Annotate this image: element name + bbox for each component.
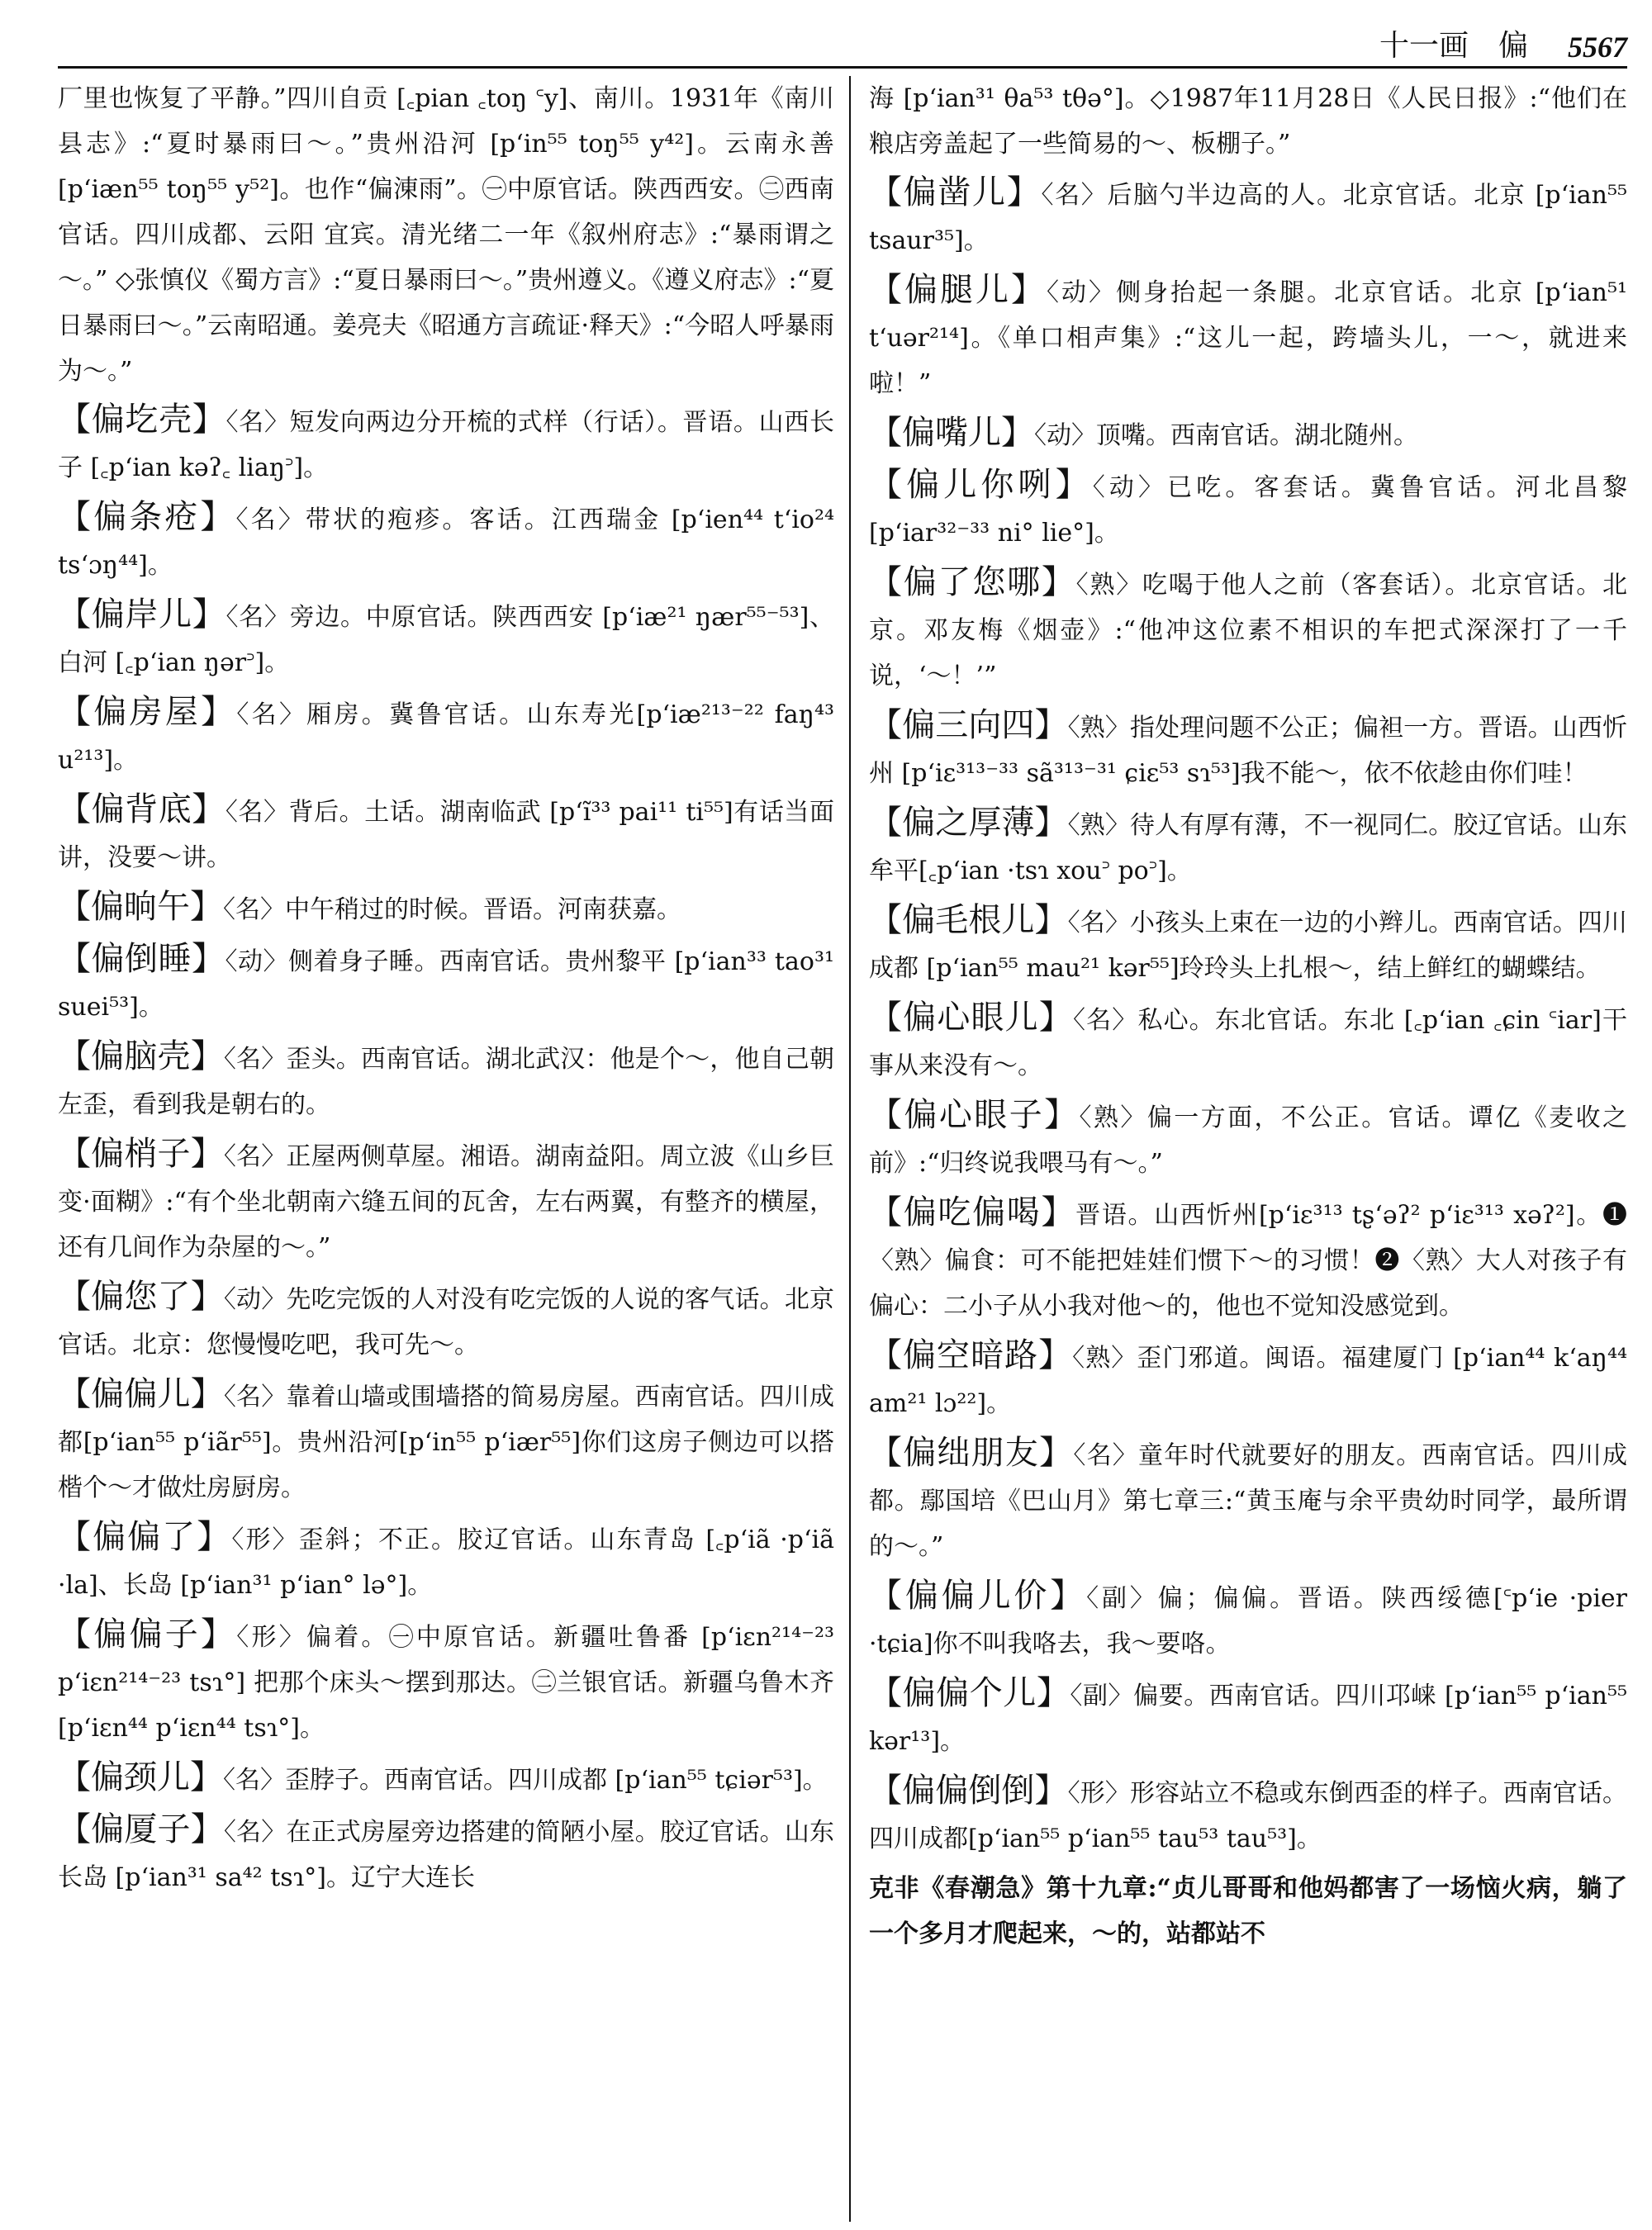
entry-headword: 【偏腿儿】 [869, 271, 1047, 309]
entry-headword: 【偏偏了】 [58, 1518, 232, 1556]
dictionary-entry [58, 787, 834, 880]
entry-definition: 〈动〉顶嘴。西南官话。湖北随州。 [1034, 421, 1418, 450]
entry-definition: 〈名〉歪头。西南官话。湖北武汉：他是个～，他自己朝左歪，看到我是朝右的。 [58, 1045, 834, 1119]
dictionary-entry [58, 1274, 834, 1368]
dictionary-entry [869, 1333, 1627, 1426]
entry-headword: 【偏偏倒倒】 [869, 1772, 1068, 1810]
entry-headword: 【偏三向四】 [869, 706, 1068, 744]
entry-definition: 〈副〉偏；偏偏。晋语。陕西绥德[꜂pʻie ·pier ·tɕia]你不叫我咯去，我～要咯。 [869, 1584, 1627, 1658]
entry-headword: 【偏岸儿】 [58, 595, 226, 633]
dictionary-entry [869, 268, 1627, 406]
entry-headword: 【偏绌朋友】 [869, 1434, 1074, 1472]
dictionary-entry [58, 1132, 834, 1270]
running-head: 十一画 偏 [1379, 29, 1528, 63]
entry-headword: 【偏吃偏喝】 [869, 1193, 1076, 1231]
entry-list [58, 397, 834, 1900]
entry-definition: 〈名〉背后。土话。湖南临武 [pʻĩ³³ pai¹¹ ti⁵⁵]有话当面讲，没要～讲。 [58, 798, 834, 872]
dictionary-entry [58, 592, 834, 686]
dictionary-entry [869, 1093, 1627, 1186]
dictionary-entry [58, 690, 834, 783]
entry-headword: 【偏偏子】 [58, 1616, 237, 1654]
dictionary-entry [869, 1573, 1627, 1667]
dictionary-entry [58, 1807, 834, 1900]
entry-list [869, 170, 1627, 1957]
column-divider [849, 76, 851, 2222]
dictionary-entry [869, 995, 1627, 1089]
dictionary-entry [58, 1515, 834, 1608]
entry-definition: 〈名〉后脑勺半边高的人。北京官话。北京 [pʻian⁵⁵ tsaur³⁵]。 [869, 181, 1627, 255]
entry-definition: 〈熟〉歪门邪道。闽语。福建厦门 [pʻian⁴⁴ kʻaŋ⁴⁴ am²¹ lɔ²²]。 [869, 1344, 1627, 1418]
entry-definition: 〈名〉短发向两边分开梳的式样（行话）。晋语。山西长子 [꜀pʻian kəʔ꜀ liaŋ꜄]。 [58, 408, 834, 482]
entry-definition: 晋语。山西忻州[pʻiɛ³¹³ tʂʻəʔ² pʻiɛ³¹³ xəʔ²]。❶〈熟〉偏食：可不能把娃娃们惯下～的习惯！❷〈熟〉大人对孩子有偏心：二小子从小我对他～的，他也不觉知没感觉到。 [869, 1201, 1627, 1321]
entry-headword: 【偏偏个儿】 [869, 1674, 1070, 1712]
entry-definition: 〈熟〉指处理问题不公正；偏袒一方。晋语。山西忻州 [pʻiɛ³¹³⁻³³ sã³¹³⁻³¹ ɕiɛ⁵³ sɿ⁵³]我不能～，依不依趁由你们哇！ [869, 714, 1627, 788]
entry-definition: 〈动〉侧身抬起一条腿。北京官话。北京 [pʻian⁵¹ tʻuər²¹⁴]。《单口相声集》:“这儿一起，跨墙头儿，一～，就进来啦！” [869, 278, 1627, 398]
entry-headword: 【偏背底】 [58, 790, 225, 828]
entry-headword: 【偏倒睡】 [58, 940, 225, 978]
entry-headword: 【偏心眼子】 [869, 1096, 1080, 1134]
entry-definition: 〈动〉侧着身子睡。西南官话。贵州黎平 [pʻian³³ tao³¹ suei⁵³]。 [58, 947, 834, 1022]
entry-definition: 〈副〉偏要。西南官话。四川邛崃 [pʻian⁵⁵ pʻian⁵⁵ kər¹³]。 [869, 1682, 1627, 1756]
entry-definition: 〈名〉带状的疱疹。客话。江西瑞金 [pʻien⁴⁴ tʻio²⁴ tsʻɔŋ⁴⁴]。 [58, 505, 834, 580]
dictionary-entry [58, 1372, 834, 1511]
entry-headword: 【偏梢子】 [58, 1135, 224, 1173]
entry-headword: 【偏了您哪】 [869, 563, 1076, 601]
entry-headword: 【偏颈儿】 [58, 1758, 223, 1796]
entry-definition: 〈名〉中午稍过的时候。晋语。河南获嘉。 [223, 895, 681, 924]
entry-definition: 〈形〉偏着。㊀中原官话。新疆吐鲁番 [pʻiɛn²¹⁴⁻²³ pʻiɛn²¹⁴⁻²³ tsɿ°] 把那个床头～摆到那达。㊁兰银官话。新疆乌鲁木齐[pʻiɛn⁴⁴ pʻiɛn⁴⁴ tsɿ°]。 [58, 1623, 834, 1743]
dictionary-entry [869, 1431, 1627, 1569]
entry-definition: 〈名〉旁边。中原官话。陕西西安 [pʻiæ²¹ ŋær⁵⁵⁻⁵³]、白河 [꜀pʻian ŋər꜄]。 [58, 603, 834, 677]
dictionary-entry [869, 560, 1627, 699]
entry-definition: 克非《春潮急》第十九章:“贞儿哥哥和他妈都害了一场恼火病，躺了一个多月才爬起来，～的，站都站不 [869, 1874, 1627, 1948]
entry-definition: 〈形〉歪斜；不正。胶辽官话。山东青岛 [꜀pʻiã ·pʻiã ·la]、长岛 [pʻian³¹ pʻian° lə°]。 [58, 1525, 834, 1600]
entry-definition: 〈动〉已吃。客套话。冀鲁官话。河北昌黎 [pʻiar³²⁻³³ ni° lie°]。 [869, 473, 1627, 548]
dictionary-entry [58, 1612, 834, 1751]
entry-definition: 〈名〉厢房。冀鲁官话。山东寿光[pʻiæ²¹³⁻²² faŋ⁴³ u²¹³]。 [58, 700, 834, 775]
entry-headword: 【偏毛根儿】 [869, 901, 1068, 939]
dictionary-entry [58, 495, 834, 588]
entry-definition: 〈名〉在正式房屋旁边搭建的简陋小屋。胶辽官话。山东长岛 [pʻian³¹ sa⁴² tsɿ°]。辽宁大连长 [58, 1818, 834, 1892]
dictionary-entry [869, 1671, 1627, 1764]
entry-headword: 【偏偏儿】 [58, 1375, 224, 1413]
entry-headword: 【偏偏儿价】 [869, 1577, 1087, 1615]
right-column [869, 76, 1627, 2222]
entry-headword: 【偏厦子】 [58, 1810, 224, 1848]
entry-definition: 〈名〉私心。东北官话。东北 [꜀pʻian ꜀ɕin ꜂iar]干事从来没有～。 [869, 1006, 1627, 1080]
dictionary-entry [58, 885, 834, 932]
left-column [58, 76, 834, 2222]
entry-definition: 〈名〉歪脖子。西南官话。四川成都 [pʻian⁵⁵ tɕiər⁵³]。 [223, 1766, 828, 1795]
entry-definition: 〈熟〉偏一方面，不公正。官话。谭亿《麦收之前》:“归终说我喂马有～。” [869, 1103, 1627, 1178]
dictionary-entry [869, 463, 1627, 556]
entry-definition: 〈名〉正屋两侧草屋。湘语。湖南益阳。周立波《山乡巨变·面糊》:“有个坐北朝南六缝五间的瓦舍，左右两翼，有整齐的横屋，还有几间作为杂屋的～。” [58, 1142, 834, 1262]
entry-headword: 【偏凿儿】 [869, 173, 1042, 211]
entry-headword: 【偏圪壳】 [58, 401, 226, 439]
dictionary-entry [58, 1034, 834, 1127]
entry-headword: 【偏脑壳】 [58, 1037, 224, 1075]
entry-headword: 【偏您了】 [58, 1278, 224, 1316]
dictionary-entry [869, 1768, 1627, 1862]
dictionary-entry [869, 170, 1627, 263]
entry-headword: 【偏空暗路】 [869, 1336, 1073, 1374]
dictionary-entry [869, 800, 1627, 894]
dictionary-entry [869, 898, 1627, 991]
continuation-text: 厂里也恢复了平静。”四川自贡 [꜀pian ꜀toŋ ꜂y]、南川。1931年《南川县志》:“夏时暴雨曰～。”贵州沿河 [pʻin⁵⁵ toŋ⁵⁵ y⁴²]。云南永善 [pʻiæn⁵⁵ toŋ⁵⁵ y⁵²]。也作“偏涷雨”。㊀中原官话。陕西西安。㊁西南官话。四川成都、云阳 宜宾。清光绪二一年《叙州府志》:“暴雨谓之～。” ◇张慎仪《蜀方言》:“夏日暴雨曰～。”贵州遵义。《遵义府志》:“夏日暴雨曰～。”云南昭通。姜亮夫《昭通方言疏证·释天》:“今昭人呼暴雨为～。” [58, 84, 834, 386]
dictionary-entry [869, 410, 1627, 458]
page-header [58, 18, 1627, 64]
dictionary-entry [869, 703, 1627, 796]
header-rule [58, 66, 1627, 69]
entry-headword: 【偏心眼儿】 [869, 999, 1073, 1037]
entry-headword: 【偏房屋】 [58, 693, 237, 731]
continuation-text: 海 [pʻian³¹ θa⁵³ tθə°]。◇1987年11月28日《人民日报》:“他们在粮店旁盖起了一些简易的～、板棚子。” [869, 84, 1627, 159]
dictionary-entry [58, 937, 834, 1030]
entry-definition: 〈名〉小孩头上束在一边的小辫儿。西南官话。四川成都 [pʻian⁵⁵ mau²¹ kər⁵⁵]玲玲头上扎根～，结上鲜红的蝴蝶结。 [869, 909, 1627, 983]
entry-headword: 【偏之厚薄】 [869, 804, 1068, 842]
dictionary-entry [869, 1866, 1627, 1957]
entry-headword: 【偏儿你咧】 [869, 466, 1093, 504]
entry-headword: 【偏条疮】 [58, 498, 236, 536]
entry-definition: 〈熟〉待人有厚有薄，不一视同仁。胶辽官话。山东牟平[꜀pʻian ·tsɿ xou꜄ po꜄]。 [869, 811, 1627, 885]
entry-definition: 〈熟〉吃喝于他人之前（客套话）。北京官话。北京。邓友梅《烟壶》:“他冲这位素不相识的车把式深深打了一千说，‘～！’” [869, 571, 1627, 690]
dictionary-entry [58, 1755, 834, 1803]
entry-definition: 〈形〉形容站立不稳或东倒西歪的样子。西南官话。四川成都[pʻian⁵⁵ pʻian⁵⁵ tau⁵³ tau⁵³]。 [869, 1779, 1627, 1853]
dictionary-entry [869, 1190, 1627, 1329]
entry-definition: 〈名〉童年时代就要好的朋友。西南官话。四川成都。鄢国培《巴山月》第七章三:“黄玉庵与余平贵幼时同学，最所谓的～。” [869, 1441, 1627, 1561]
entry-headword: 【偏嘴儿】 [869, 414, 1034, 452]
entry-definition: 〈动〉先吃完饭的人对没有吃完饭的人说的客气话。北京官话。北京：您慢慢吃吧，我可先～。 [58, 1285, 834, 1359]
entry-definition: 〈名〉靠着山墙或围墙搭的简易房屋。西南官话。四川成都[pʻian⁵⁵ pʻiãr⁵⁵]。贵州沿河[pʻin⁵⁵ pʻiær⁵⁵]你们这房子侧边可以搭楷个～才做灶房厨房。 [58, 1383, 834, 1502]
entry-headword: 【偏晌午】 [58, 888, 223, 926]
dictionary-entry [58, 397, 834, 491]
page-number: 5567 [1568, 31, 1627, 64]
